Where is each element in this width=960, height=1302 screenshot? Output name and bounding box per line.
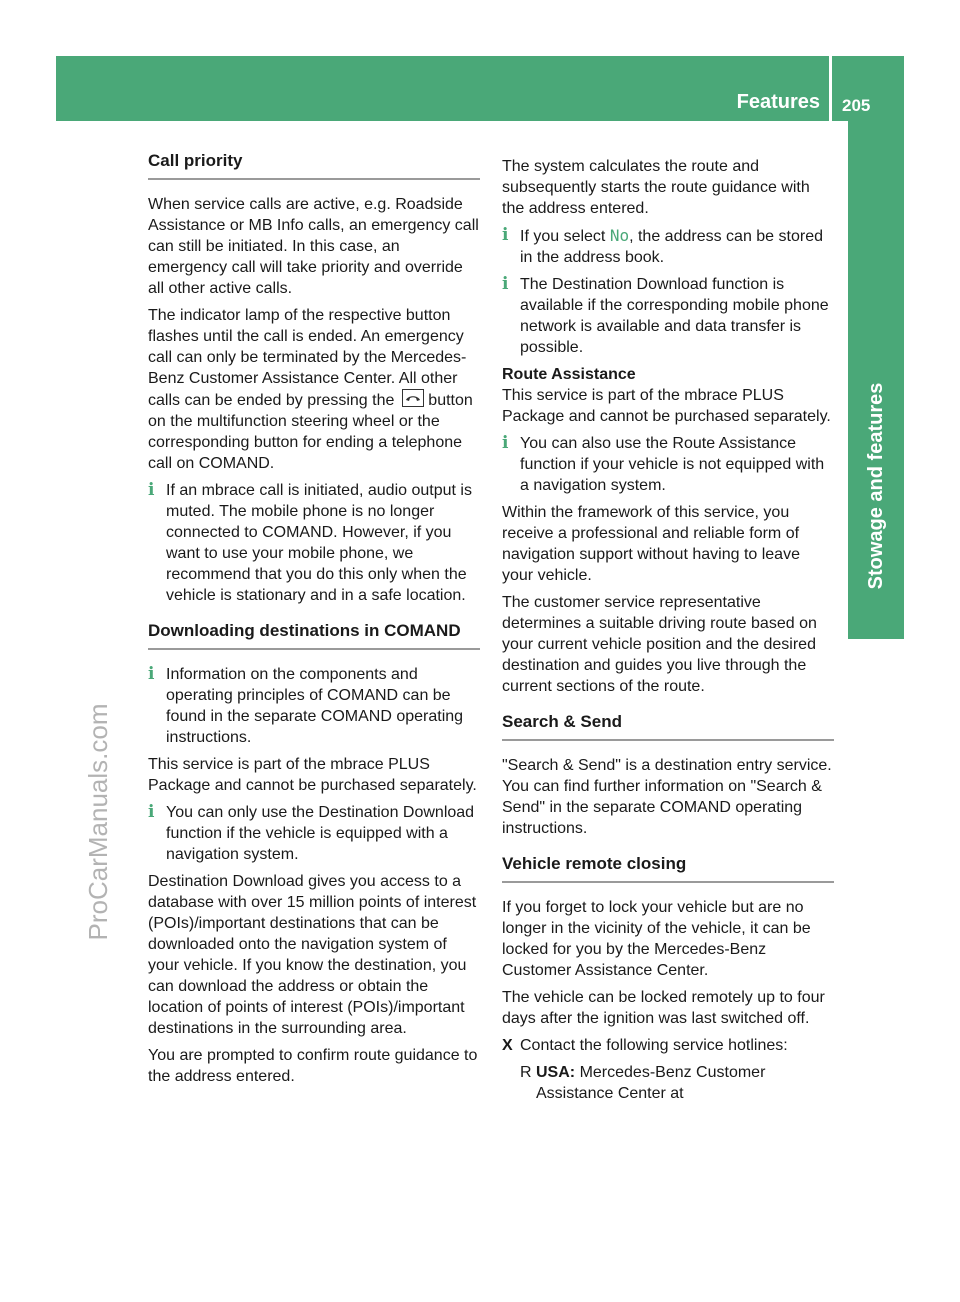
section-title-call-priority: Call priority [148, 150, 480, 180]
paragraph: The vehicle can be locked remotely up to four days after the ignition was last switched off. [502, 989, 825, 1027]
info-icon: i [148, 664, 155, 684]
info-note [148, 664, 480, 748]
paragraph-text: The indicator lamp of the respective button flashes until the call is ended. An emergency call can only be terminated by the Mercedes-Benz Customer Assistance Center. All other calls can be ended by pressing the [148, 307, 467, 409]
action-text: Contact the following service hotlines: [520, 1037, 788, 1054]
paragraph: When service calls are active, e.g. Roadside Assistance or MB Info calls, an emergency call can still be initiated. In this case, an emergency call will take priority and override all other active calls. [148, 196, 479, 297]
section-title-search-send: Search & Send [502, 711, 834, 741]
info-icon: i [502, 274, 509, 294]
info-text: If you select [520, 228, 606, 245]
no-option-highlight: No [609, 226, 630, 245]
info-text: Information on the components and operating principles of COMAND can be found in the separate COMAND operating instructions. [166, 666, 464, 746]
paragraph: The system calculates the route and subsequently starts the route guidance with the address entered. [502, 158, 810, 217]
watermark: ProCarManuals.com [83, 703, 113, 941]
section-title-remote-closing: Vehicle remote closing [502, 853, 834, 883]
info-text: , the address can be stored in the address book. [520, 228, 823, 266]
paragraph: "Search & Send" is a destination entry service. You can find further information on "Search & Send" in the separate COMAND operating instructions. [502, 757, 832, 837]
info-text: You can also use the Route Assistance function if your vehicle is not equipped with a navigation system. [520, 435, 825, 494]
paragraph: This service is part of the mbrace PLUS Package and cannot be purchased separately. [502, 387, 831, 425]
bullet-label: USA: [536, 1064, 576, 1081]
paragraph-text: button on the multifunction steering wheel or the corresponding button for ending a telephone call on COMAND. [148, 392, 473, 472]
bullet-text: Mercedes-Benz Customer Assistance Center at [536, 1064, 766, 1102]
paragraph: Destination Download gives you access to a database with over 15 million points of interest (POIs)/important destinations that can be downloaded onto the navigation system of your vehicle. If you know the destination, you can download the address or obtain the location of points of interest (POIs)/important destinations in the surrounding area. [148, 873, 477, 1037]
paragraph: This service is part of the mbrace PLUS Package and cannot be purchased separately. [148, 756, 477, 794]
header-divider [829, 56, 832, 121]
page-number: 205 [842, 96, 871, 115]
paragraph: The customer service representative determines a suitable driving route based on your current vehicle position and the desired destination and guides you live through the current sections of the route. [502, 594, 817, 695]
info-icon: i [502, 433, 509, 453]
paragraph: Within the framework of this service, you receive a professional and reliable form of navigation support without having to leave your vehicle. [502, 504, 800, 584]
info-note [148, 480, 480, 606]
info-text: If an mbrace call is initiated, audio output is muted. The mobile phone is no longer connected to COMAND. However, if you want to use your mobile phone, we recommend that you do this only when the vehicle is stationary and in a safe location. [166, 482, 472, 604]
side-tab-label: Stowage and features [865, 382, 887, 590]
paragraph-end-call [148, 305, 480, 474]
paragraph: If you forget to lock your vehicle but are no longer in the vicinity of the vehicle, it can be locked for you by the Mercedes-Benz Customer Assistance Center. [502, 899, 811, 979]
action-step [502, 1035, 834, 1056]
info-note [502, 433, 834, 496]
info-icon: i [148, 802, 155, 822]
paragraph: You are prompted to confirm route guidance to the address entered. [148, 1047, 478, 1085]
side-tab-marker [848, 595, 904, 639]
section-title-downloading: Downloading destinations in COMAND [148, 620, 480, 650]
info-icon: i [502, 225, 509, 245]
info-note [502, 274, 834, 358]
end-call-button-icon [402, 389, 424, 407]
right-column [502, 156, 834, 1110]
info-note [502, 225, 834, 268]
info-text: The Destination Download function is available if the corresponding mobile phone network is available and data transfer is possible. [520, 276, 829, 356]
header-title: Features [736, 91, 820, 113]
bullet-marker: R [520, 1064, 532, 1081]
subheading-route-assistance: Route Assistance [502, 366, 636, 383]
info-note [148, 802, 480, 865]
info-icon: i [148, 480, 155, 500]
bullet-item [502, 1062, 834, 1104]
action-marker: X [502, 1037, 513, 1054]
info-text: You can only use the Destination Download function if the vehicle is equipped with a navigation system. [166, 804, 475, 863]
left-column [148, 150, 480, 1093]
